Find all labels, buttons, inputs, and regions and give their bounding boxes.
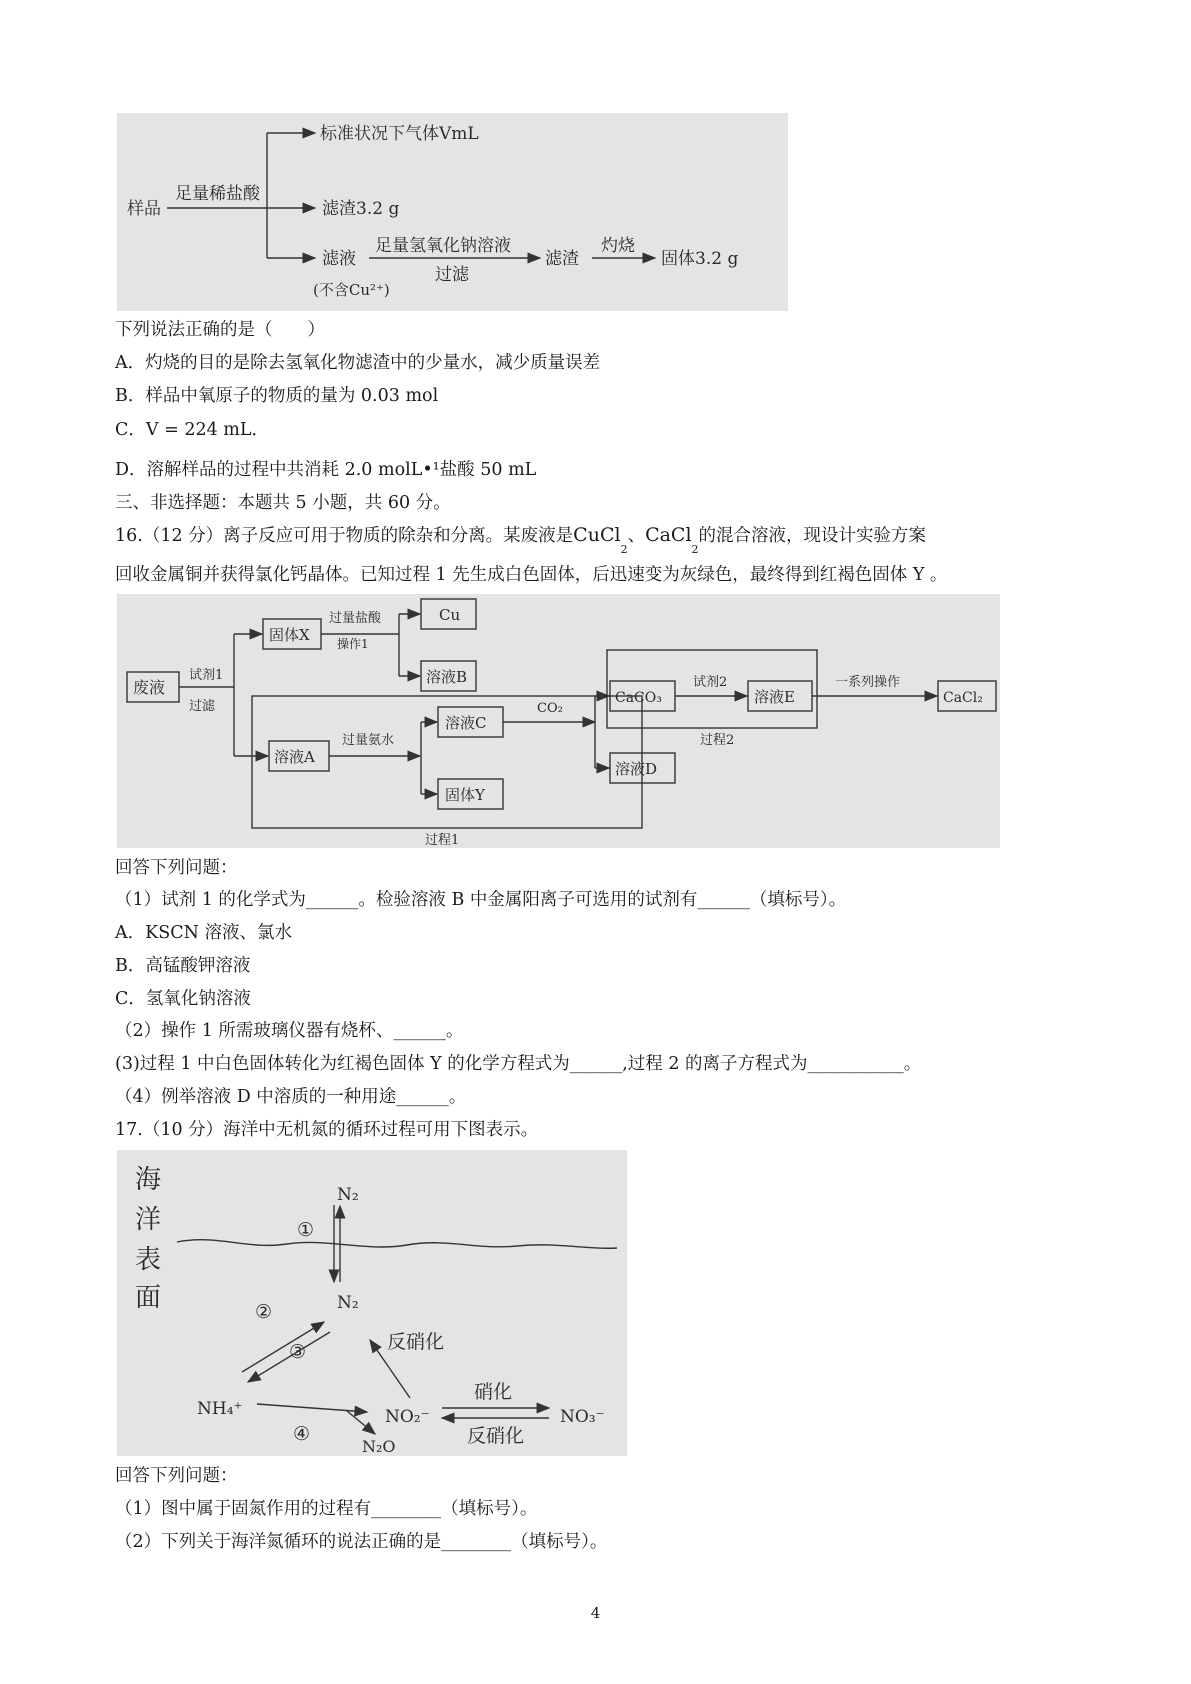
q17-part2: （2）下列关于海洋氮循环的说法正确的是________（填标号）。 <box>115 1532 608 1552</box>
filter-label: 过滤 <box>189 699 216 714</box>
cucl-formula: CuCl <box>573 524 621 546</box>
waste-box: 废液 <box>133 678 166 697</box>
q15-option-a: A．灼烧的目的是除去氢氧化物滤渣中的少量水，减少质量误差 <box>115 353 601 373</box>
sol-b-box: 溶液B <box>426 668 468 686</box>
page-number: 4 <box>590 1604 601 1622</box>
q16-part3: (3)过程 1 中白色固体转化为红褐色固体 Y 的化学方程式为______,过程 2 的离子方程式为___________。 <box>115 1054 922 1074</box>
q16-intro <box>115 523 927 556</box>
reagent1-label: 试剂1 <box>189 668 224 683</box>
q16-intro-part2: 的混合溶液，现设计实验方案 <box>698 526 927 546</box>
burn-label: 灼烧 <box>601 236 635 256</box>
proc1-label: 过程1 <box>425 833 460 848</box>
series-label: 一系列操作 <box>835 675 901 690</box>
cu-box: Cu <box>439 606 461 624</box>
section-heading: 三、非选择题：本题共 5 小题，共 60 分。 <box>115 493 451 513</box>
naoh-label: 足量氢氧化钠溶液 <box>375 236 511 256</box>
n2-top: N₂ <box>337 1185 359 1205</box>
n2-mid: N₂ <box>337 1293 359 1313</box>
q17-intro: 17.（10 分）海洋中无机氮的循环过程可用下图表示。 <box>115 1120 539 1140</box>
no2-label: NO₂⁻ <box>385 1407 430 1427</box>
solid-label: 固体3.2 g <box>661 249 739 269</box>
cacl-subscript: 2 <box>691 543 699 556</box>
separator: 、 <box>627 526 646 546</box>
filtrate-note: (不含Cu²⁺) <box>313 281 390 299</box>
recovery-flowchart <box>117 594 1000 848</box>
filter-label: 过滤 <box>435 265 469 285</box>
sample-label: 样品 <box>127 199 161 219</box>
solid-x-box: 固体X <box>269 626 310 644</box>
side-label-3: 表 <box>135 1245 162 1275</box>
side-label-1: 海 <box>135 1165 162 1195</box>
q15-stem: 下列说法正确的是（ ） <box>115 320 325 340</box>
step-3: ③ <box>289 1341 307 1363</box>
cacl-formula: CaCl <box>645 524 692 546</box>
q17-answer-prompt: 回答下列问题： <box>115 1466 238 1486</box>
proc2-label: 过程2 <box>700 733 735 748</box>
residue-label: 滤渣3.2 g <box>322 199 400 219</box>
reagent-label: 足量稀盐酸 <box>175 184 260 204</box>
q17-part1: （1）图中属于固氮作用的过程有________（填标号）。 <box>115 1499 538 1519</box>
sample-analysis-figure <box>117 113 788 311</box>
q16-option-a: A．KSCN 溶液、氯水 <box>115 923 292 943</box>
sol-a-box: 溶液A <box>274 748 315 766</box>
q16-intro-line2: 回收金属铜并获得氯化钙晶体。已知过程 1 先生成白色固体，后迅速变为灰绿色，最终得到红褐色固体 Y 。 <box>115 565 948 585</box>
nitrification-label: 硝化 <box>474 1381 513 1403</box>
solid-y-box: 固体Y <box>445 786 485 804</box>
op1-label: 操作1 <box>337 637 369 651</box>
reagent2-label: 试剂2 <box>693 675 728 690</box>
sol-d-box: 溶液D <box>615 760 658 778</box>
q15-option-c: C．V = 224 mL． <box>115 420 269 440</box>
nh3-label: 过量氨水 <box>342 733 395 748</box>
q16-option-b: B．高锰酸钾溶液 <box>115 956 251 976</box>
denitrification2-label: 反硝化 <box>467 1425 525 1447</box>
q16-intro-part1: 16.（12 分）离子反应可用于物质的除杂和分离。某废液是 <box>115 526 574 546</box>
denitrification-label: 反硝化 <box>387 1331 445 1353</box>
side-label-2: 洋 <box>135 1205 162 1235</box>
q16-option-c: C．氢氧化钠溶液 <box>115 989 251 1009</box>
q16-part4: （4）例举溶液 D 中溶质的一种用途______。 <box>115 1087 467 1107</box>
co2-label: CO₂ <box>537 701 563 716</box>
sol-e-box: 溶液E <box>754 688 795 706</box>
sol-c-box: 溶液C <box>445 714 487 732</box>
n2o-label: N₂O <box>362 1437 396 1456</box>
q16-part1: （1）试剂 1 的化学式为______。检验溶液 B 中金属阳离子可选用的试剂有______（填标号）。 <box>115 890 847 910</box>
gas-label: 标准状况下气体VmL <box>320 124 479 144</box>
caco3-box: CaCO₃ <box>615 690 662 706</box>
step-2: ② <box>255 1301 273 1323</box>
filtrate-label: 滤液 <box>322 249 356 269</box>
no3-label: NO₃⁻ <box>560 1407 605 1427</box>
q16-part2: （2）操作 1 所需玻璃仪器有烧杯、______。 <box>115 1021 464 1041</box>
q15-option-b: B．样品中氧原子的物质的量为 0.03 mol <box>115 386 439 406</box>
nh4-label: NH₄⁺ <box>197 1399 243 1419</box>
q16-answer-prompt: 回答下列问题： <box>115 858 238 878</box>
cucl-subscript: 2 <box>620 543 628 556</box>
residue2-label: 滤渣 <box>545 249 579 269</box>
q15-option-d: D．溶解样品的过程中共消耗 2.0 molL•¹盐酸 50 mL <box>115 460 537 480</box>
step-4: ④ <box>293 1423 311 1445</box>
step-1: ① <box>297 1219 315 1241</box>
nitrogen-cycle-figure <box>117 1150 627 1456</box>
cacl2-box: CaCl₂ <box>943 690 983 706</box>
hcl-label: 过量盐酸 <box>329 611 382 626</box>
side-label-4: 面 <box>135 1283 162 1313</box>
